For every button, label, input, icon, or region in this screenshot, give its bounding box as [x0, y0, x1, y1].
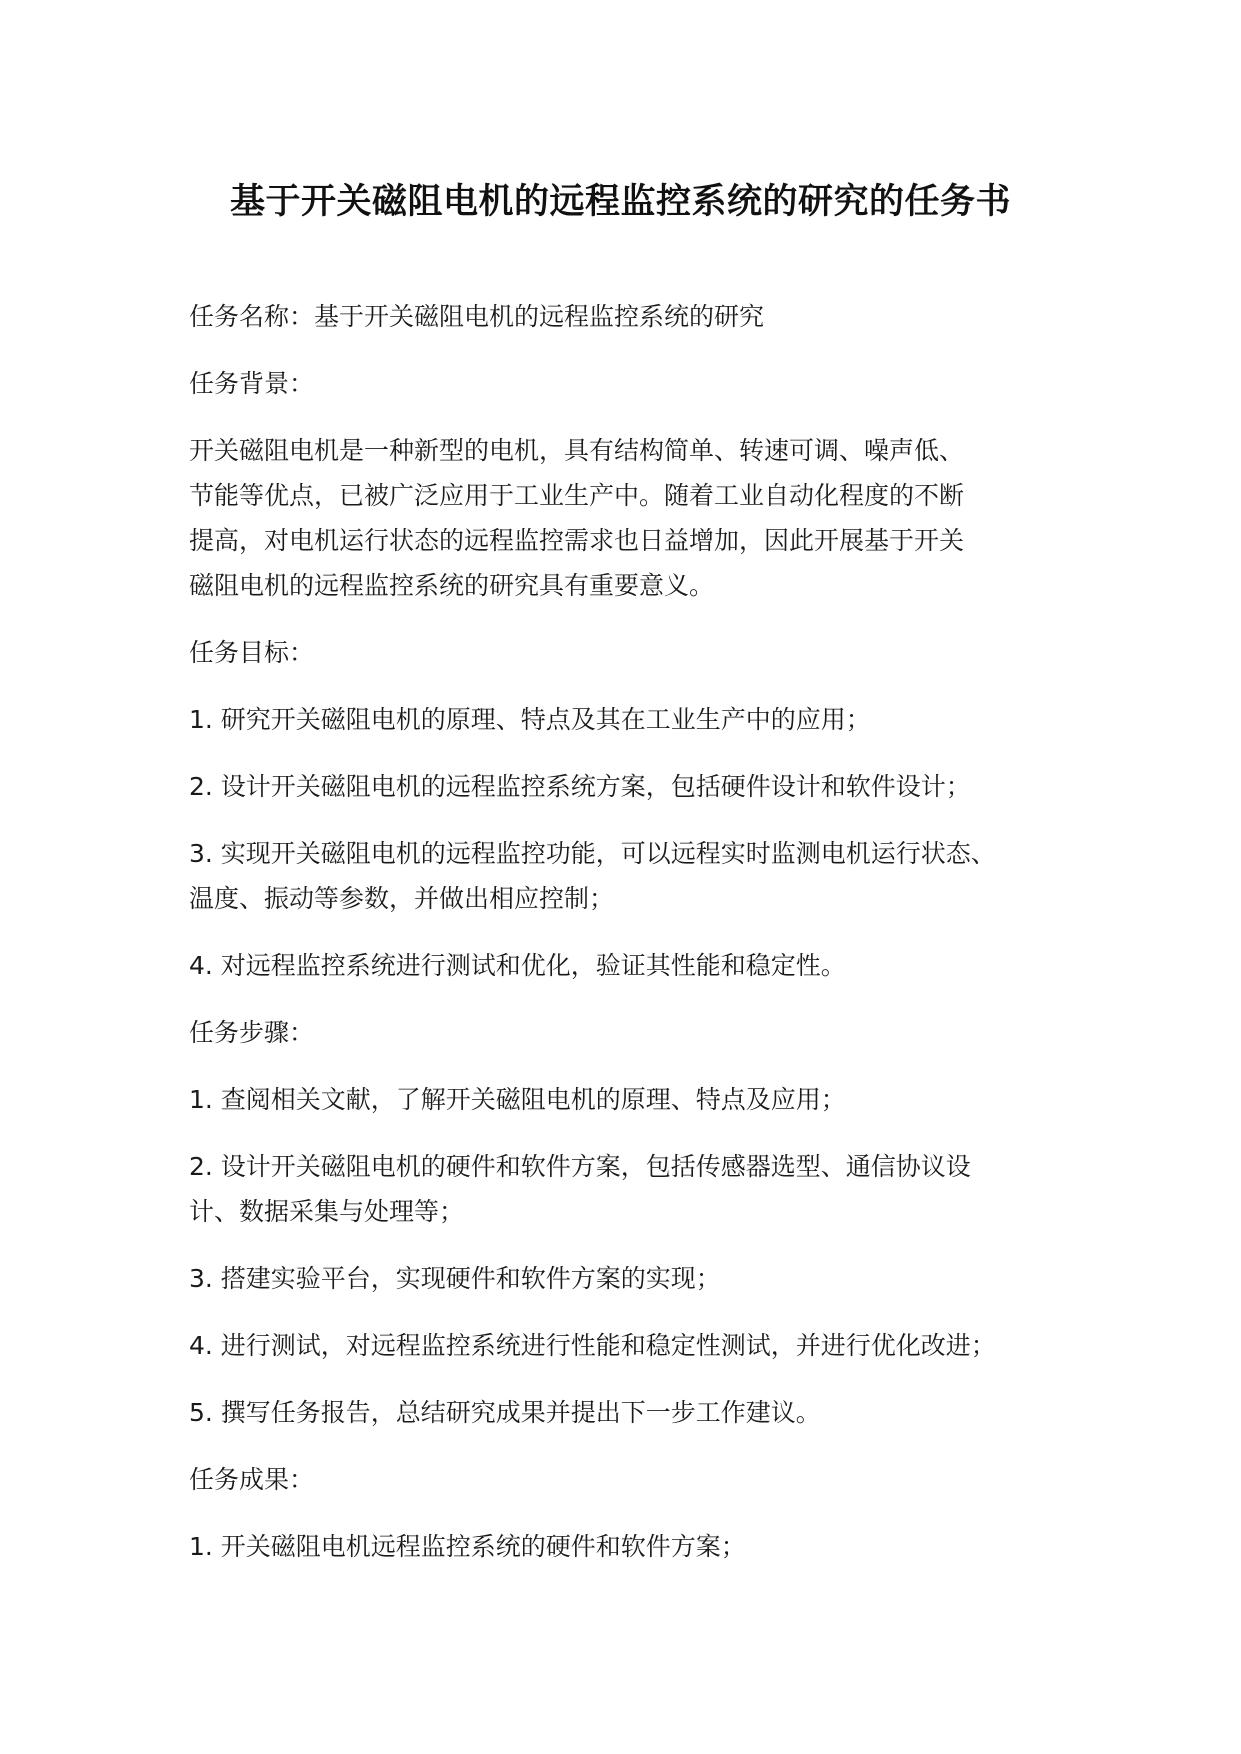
- goal-line: 2. 设计开关磁阻电机的远程监控系统方案，包括硬件设计和软件设计；: [189, 772, 971, 801]
- step-line: 4. 进行测试，对远程监控系统进行性能和稳定性测试，并进行优化改进；: [189, 1331, 996, 1360]
- background-paragraph: [189, 428, 1089, 608]
- goal-item: [189, 697, 1089, 742]
- step-line: 5. 撰写任务报告，总结研究成果并提出下一步工作建议。: [189, 1398, 821, 1427]
- goal-item: [189, 764, 1089, 809]
- background-line: 开关磁阻电机是一种新型的电机，具有结构简单、转速可调、噪声低、: [189, 436, 965, 465]
- task-name-line: 任务名称：基于开关磁阻电机的远程监控系统的研究: [189, 302, 765, 331]
- background-line: 提高，对电机运行状态的远程监控需求也日益增加，因此开展基于开关: [189, 526, 965, 555]
- goal-line: 4. 对远程监控系统进行测试和优化，验证其性能和稳定性。: [189, 951, 846, 980]
- step-item: [189, 1323, 1089, 1368]
- goal-line: 温度、振动等参数，并做出相应控制；: [189, 884, 615, 913]
- step-line: 3. 搭建实验平台，实现硬件和软件方案的实现；: [189, 1264, 721, 1293]
- step-item: [189, 1256, 1089, 1301]
- background-line: 节能等优点，已被广泛应用于工业生产中。随着工业自动化程度的不断: [189, 481, 965, 510]
- goal-line: 3. 实现开关磁阻电机的远程监控功能，可以远程实时监测电机运行状态、: [189, 839, 996, 868]
- steps-heading: 任务步骤：: [189, 1018, 315, 1047]
- step-item: [189, 1390, 1089, 1435]
- background-line: 磁阻电机的远程监控系统的研究具有重要意义。: [189, 571, 715, 600]
- background-heading: 任务背景：: [189, 369, 315, 398]
- step-line: 1. 查阅相关文献，了解开关磁阻电机的原理、特点及应用；: [189, 1085, 846, 1114]
- step-line: 2. 设计开关磁阻电机的硬件和软件方案，包括传感器选型、通信协议设: [189, 1152, 971, 1181]
- step-item: [189, 1077, 1089, 1122]
- document-title: 基于开关磁阻电机的远程监控系统的研究的任务书: [229, 182, 1011, 222]
- goals-heading: 任务目标：: [189, 638, 315, 667]
- goal-item: [189, 943, 1089, 988]
- step-item: [189, 1144, 1089, 1234]
- result-line: 1. 开关磁阻电机远程监控系统的硬件和软件方案；: [189, 1532, 746, 1561]
- step-line: 计、数据采集与处理等；: [189, 1197, 465, 1226]
- goal-line: 1. 研究开关磁阻电机的原理、特点及其在工业生产中的应用；: [189, 705, 871, 734]
- goal-item: [189, 831, 1089, 921]
- result-item: [189, 1524, 1089, 1569]
- document-body: [189, 294, 1089, 1591]
- results-heading: 任务成果：: [189, 1465, 315, 1494]
